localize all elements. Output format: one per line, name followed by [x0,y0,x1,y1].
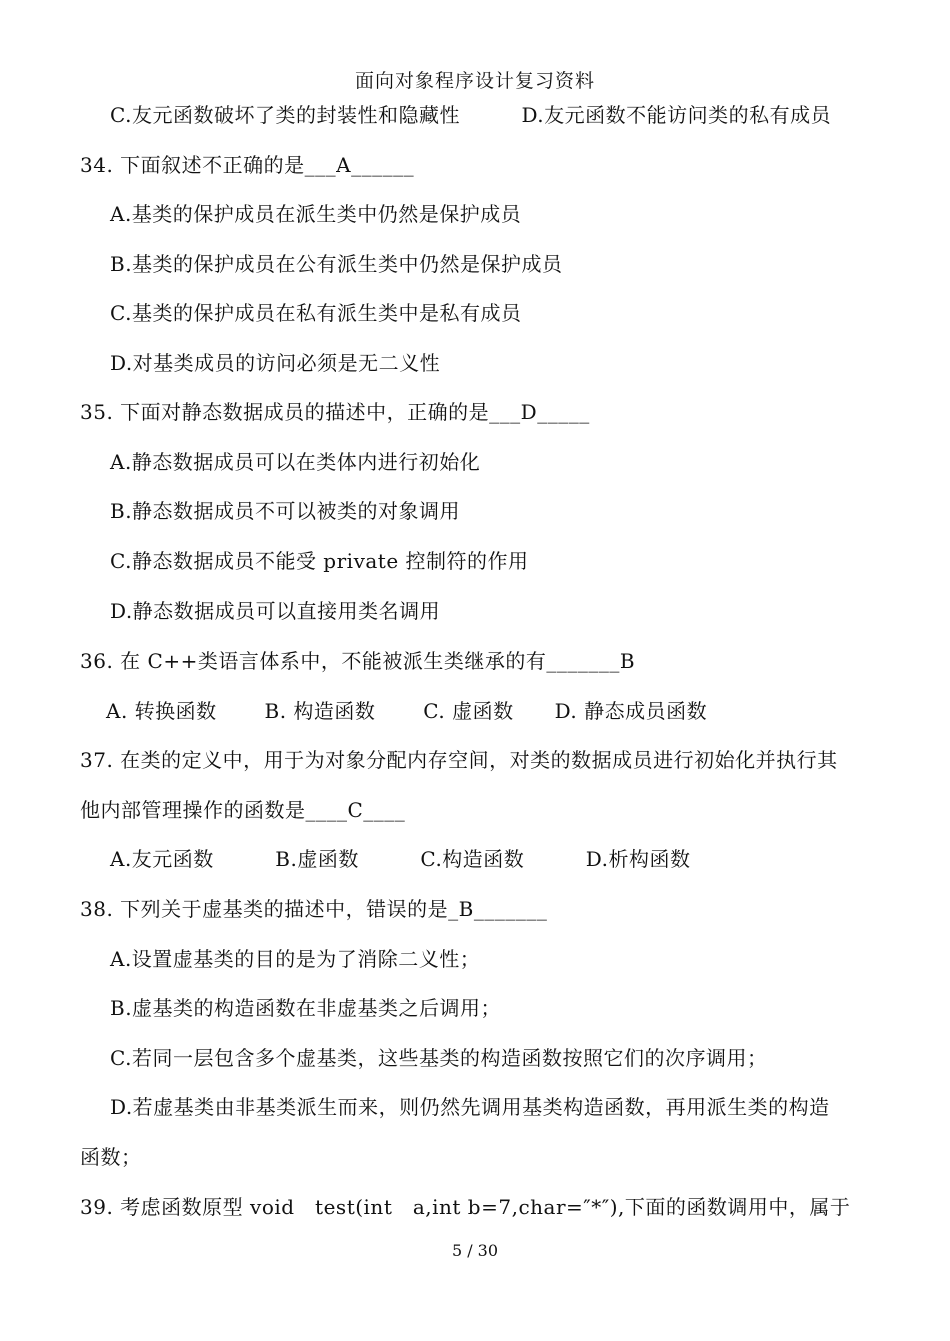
question-36: 36. 在 C++类语言体系中，不能被派生类继承的有_______B [80,649,636,673]
option-line: C.基类的保护成员在私有派生类中是私有成员 [110,301,522,325]
question-35: 35. 下面对静态数据成员的描述中，正确的是___D_____ [80,400,590,424]
option-line: D.若虚基类由非基类派生而来，则仍然先调用基类构造函数，再用派生类的构造 [110,1095,830,1119]
option-line: B.基类的保护成员在公有派生类中仍然是保护成员 [110,252,563,276]
question-37: 37. 在类的定义中，用于为对象分配内存空间，对类的数据成员进行初始化并执行其 [80,748,838,772]
option-line: B.虚基类的构造函数在非虚基类之后调用； [110,996,502,1020]
option-line: C.若同一层包含多个虚基类，这些基类的构造函数按照它们的次序调用； [110,1046,768,1070]
option-line: D.对基类成员的访问必须是无二义性 [110,351,441,375]
question-37-continued: 他内部管理操作的函数是____C____ [80,798,406,822]
option-line: C.静态数据成员不能受 private 控制符的作用 [110,549,529,573]
page-header: 面向对象程序设计复习资料 [354,70,595,92]
option-line: D.静态数据成员可以直接用类名调用 [110,599,441,623]
option-line: A.基类的保护成员在派生类中仍然是保护成员 [110,202,522,226]
option-line: B.静态数据成员不可以被类的对象调用 [110,499,461,523]
question-39: 39. 考虑函数原型 void test(int a,int b=7,char=″*″),下面的函数调用中，属于 [80,1195,851,1219]
option-line: A.友元函数 B.虚函数 C.构造函数 D.析构函数 [110,847,691,871]
page-number: 5 / 30 [451,1241,499,1260]
option-line-continued: 函数； [80,1145,142,1169]
option-line: C.友元函数破坏了类的封装性和隐藏性 D.友元函数不能访问类的私有成员 [110,103,832,127]
option-line: A.设置虚基类的目的是为了消除二义性； [110,947,481,971]
question-34: 34. 下面叙述不正确的是___A______ [80,153,415,177]
option-line: A. 转换函数 B. 构造函数 C. 虚函数 D. 静态成员函数 [106,699,708,723]
option-line: A.静态数据成员可以在类体内进行初始化 [110,450,481,474]
question-38: 38. 下列关于虚基类的描述中，错误的是_B_______ [80,897,548,921]
